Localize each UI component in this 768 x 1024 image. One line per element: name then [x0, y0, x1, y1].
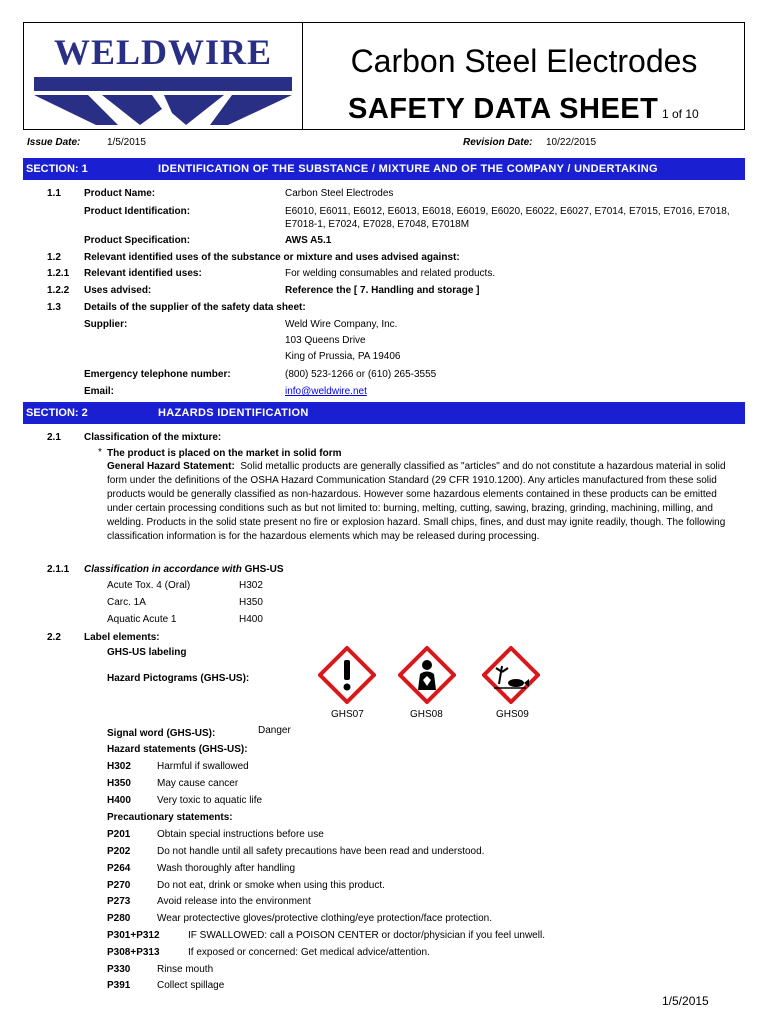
- subsection-heading: Details of the supplier of the safety data sheet:: [84, 302, 306, 313]
- precaution-code: P270: [107, 880, 131, 891]
- class-name: Carc. 1A: [107, 597, 146, 608]
- precaution-text: Wear protectective gloves/protective clothing/eye protection/face protection.: [157, 913, 492, 924]
- subsection-number: 1.3: [47, 302, 61, 313]
- field-value: Carbon Steel Electrodes: [285, 188, 394, 199]
- field-value: E6010, E6011, E6012, E6013, E6018, E6019, E6020, E6022, E6027, E7014, E7015, E7016, E7018,: [285, 206, 730, 217]
- signal-word-label: Signal word (GHS-US):: [107, 728, 216, 739]
- precaution-code: P201: [107, 829, 131, 840]
- pictogram-label: GHS07: [331, 709, 364, 720]
- field-label: Uses advised:: [84, 285, 152, 296]
- precaution-code: P264: [107, 863, 131, 874]
- subsection-number: 1.2.2: [47, 285, 70, 296]
- precaution-code: P391: [107, 980, 131, 991]
- exclamation-mark-pictogram-icon: [318, 646, 376, 704]
- hazard-code: H400: [107, 795, 131, 806]
- section-title: HAZARDS IDENTIFICATION: [158, 407, 309, 419]
- precaution-code: P273: [107, 896, 131, 907]
- supplier-city: King of Prussia, PA 19406: [285, 351, 401, 362]
- hazard-code: H350: [107, 778, 131, 789]
- hazard-code: H302: [107, 761, 131, 772]
- field-label: Emergency telephone number:: [84, 369, 231, 380]
- precaution-text: Obtain special instructions before use: [157, 829, 324, 840]
- subsection-heading: Classification of the mixture:: [84, 432, 222, 443]
- precaution-code: P301+P312: [107, 930, 160, 941]
- class-code: H400: [239, 614, 263, 625]
- pictograms-label: Hazard Pictograms (GHS-US):: [107, 673, 250, 684]
- precaution-text: Avoid release into the environment: [157, 896, 311, 907]
- hazard-statements-heading: Hazard statements (GHS-US):: [107, 744, 248, 755]
- revision-date: 10/22/2015: [546, 137, 597, 148]
- section-title: IDENTIFICATION OF THE SUBSTANCE / MIXTURE AND OF THE COMPANY / UNDERTAKING: [158, 163, 658, 175]
- field-value: Reference the [ 7. Handling and storage ]: [285, 285, 480, 296]
- supplier-name: Weld Wire Company, Inc.: [285, 319, 398, 330]
- subsection-number: 1.2: [47, 252, 61, 263]
- hazard-text: Very toxic to aquatic life: [157, 795, 263, 806]
- bullet: *: [98, 447, 102, 458]
- section-2-header: [23, 402, 745, 424]
- field-label: Product Specification:: [84, 235, 191, 246]
- subsection-number: 1.1: [47, 188, 61, 199]
- hazard-text: Harmful if swallowed: [157, 761, 249, 772]
- pictogram-label: GHS08: [410, 709, 443, 720]
- environment-hazard-pictogram-icon: [482, 646, 540, 704]
- precaution-text: Do not handle until all safety precautions have been read and understood.: [157, 846, 485, 857]
- signal-word: Danger: [258, 725, 291, 736]
- subsection-heading: Label elements:: [84, 632, 160, 643]
- field-label: Relevant identified uses:: [84, 268, 202, 279]
- section-number: SECTION: 1: [26, 163, 88, 175]
- page-number: 1 of 10: [662, 107, 699, 121]
- company-logo-text: WELDWIRE: [53, 32, 273, 72]
- section-1-header: [23, 158, 745, 180]
- subsection-number: 2.1.1: [47, 564, 70, 575]
- footer-date: 1/5/2015: [662, 994, 709, 1008]
- product-title: Carbon Steel Electrodes: [350, 43, 698, 79]
- emergency-phone: (800) 523-1266 or (610) 265-3555: [285, 369, 437, 380]
- field-value: AWS A5.1: [285, 235, 332, 246]
- solid-form-note: The product is placed on the market in solid form: [107, 448, 342, 459]
- document-header: [23, 22, 745, 130]
- hazard-text: May cause cancer: [157, 778, 239, 789]
- precaution-code: P330: [107, 964, 131, 975]
- precaution-text: Collect spillage: [157, 980, 225, 991]
- precaution-code: P308+P313: [107, 947, 160, 958]
- field-label: Product Identification:: [84, 206, 191, 217]
- precaution-code: P280: [107, 913, 131, 924]
- class-code: H302: [239, 580, 263, 591]
- weldwire-logo: [32, 73, 294, 127]
- field-label: Email:: [84, 386, 115, 397]
- logo-cell: [24, 23, 303, 129]
- revision-date-label: Revision Date:: [463, 137, 533, 148]
- subsection-heading: Relevant identified uses of the substance or mixture and uses advised against:: [84, 252, 460, 263]
- field-value: E7018-1, E7024, E7028, E7048, E7018M: [285, 219, 470, 230]
- class-name: Aquatic Acute 1: [107, 614, 177, 625]
- precautionary-heading: Precautionary statements:: [107, 812, 233, 823]
- ghs-labeling-heading: GHS-US labeling: [107, 647, 187, 658]
- health-hazard-pictogram-icon: [398, 646, 456, 704]
- subsection-number: 2.1: [47, 432, 61, 443]
- precaution-code: P202: [107, 846, 131, 857]
- subsection-number: 1.2.1: [47, 268, 70, 279]
- precaution-text: Rinse mouth: [157, 964, 214, 975]
- pictogram-label: GHS09: [496, 709, 529, 720]
- issue-date-label: Issue Date:: [27, 137, 81, 148]
- section-number: SECTION: 2: [26, 407, 88, 419]
- email-link[interactable]: info@weldwire.net: [285, 386, 367, 397]
- field-value: For welding consumables and related products.: [285, 268, 496, 279]
- precaution-text: Wash thoroughly after handling: [157, 863, 296, 874]
- class-name: Acute Tox. 4 (Oral): [107, 580, 191, 591]
- precaution-text: IF SWALLOWED: call a POISON CENTER or doctor/physician if you feel unwell.: [188, 930, 545, 941]
- issue-date: 1/5/2015: [107, 137, 146, 148]
- subsection-number: 2.2: [47, 632, 61, 643]
- precaution-text: If exposed or concerned: Get medical advice/attention.: [188, 947, 430, 958]
- field-label: Product Name:: [84, 188, 156, 199]
- supplier-address: 103 Queens Drive: [285, 335, 366, 346]
- general-hazard-statement: General Hazard Statement: Solid metallic products are generally classified as "articles" and do not constitute a hazardous material in solid form under the definitions of the OSHA Hazard Communication Standard (29 CFR 1910.1200). Any articles manufactured from these solid products would be generally classified as non-hazardous. However some hazardous elements contained in these products can be emitted under certain processing conditions such as but not limited to: burning, melting, cutting, sawing, brazing, grinding, machining, milling, and welding. Products in the solid state present no fire or explosion hazard. Small chips, fines, and dust may ignite readily, though. The following classification information is for the hazardous elements which may be released during processing.: [107, 461, 726, 542]
- document-title: SAFETY DATA SHEET: [348, 93, 659, 125]
- class-code: H350: [239, 597, 263, 608]
- precaution-text: Do not eat, drink or smoke when using this product.: [157, 880, 385, 891]
- classification-heading: Classification in accordance with GHS-US: [84, 564, 284, 575]
- field-label: Supplier:: [84, 319, 128, 330]
